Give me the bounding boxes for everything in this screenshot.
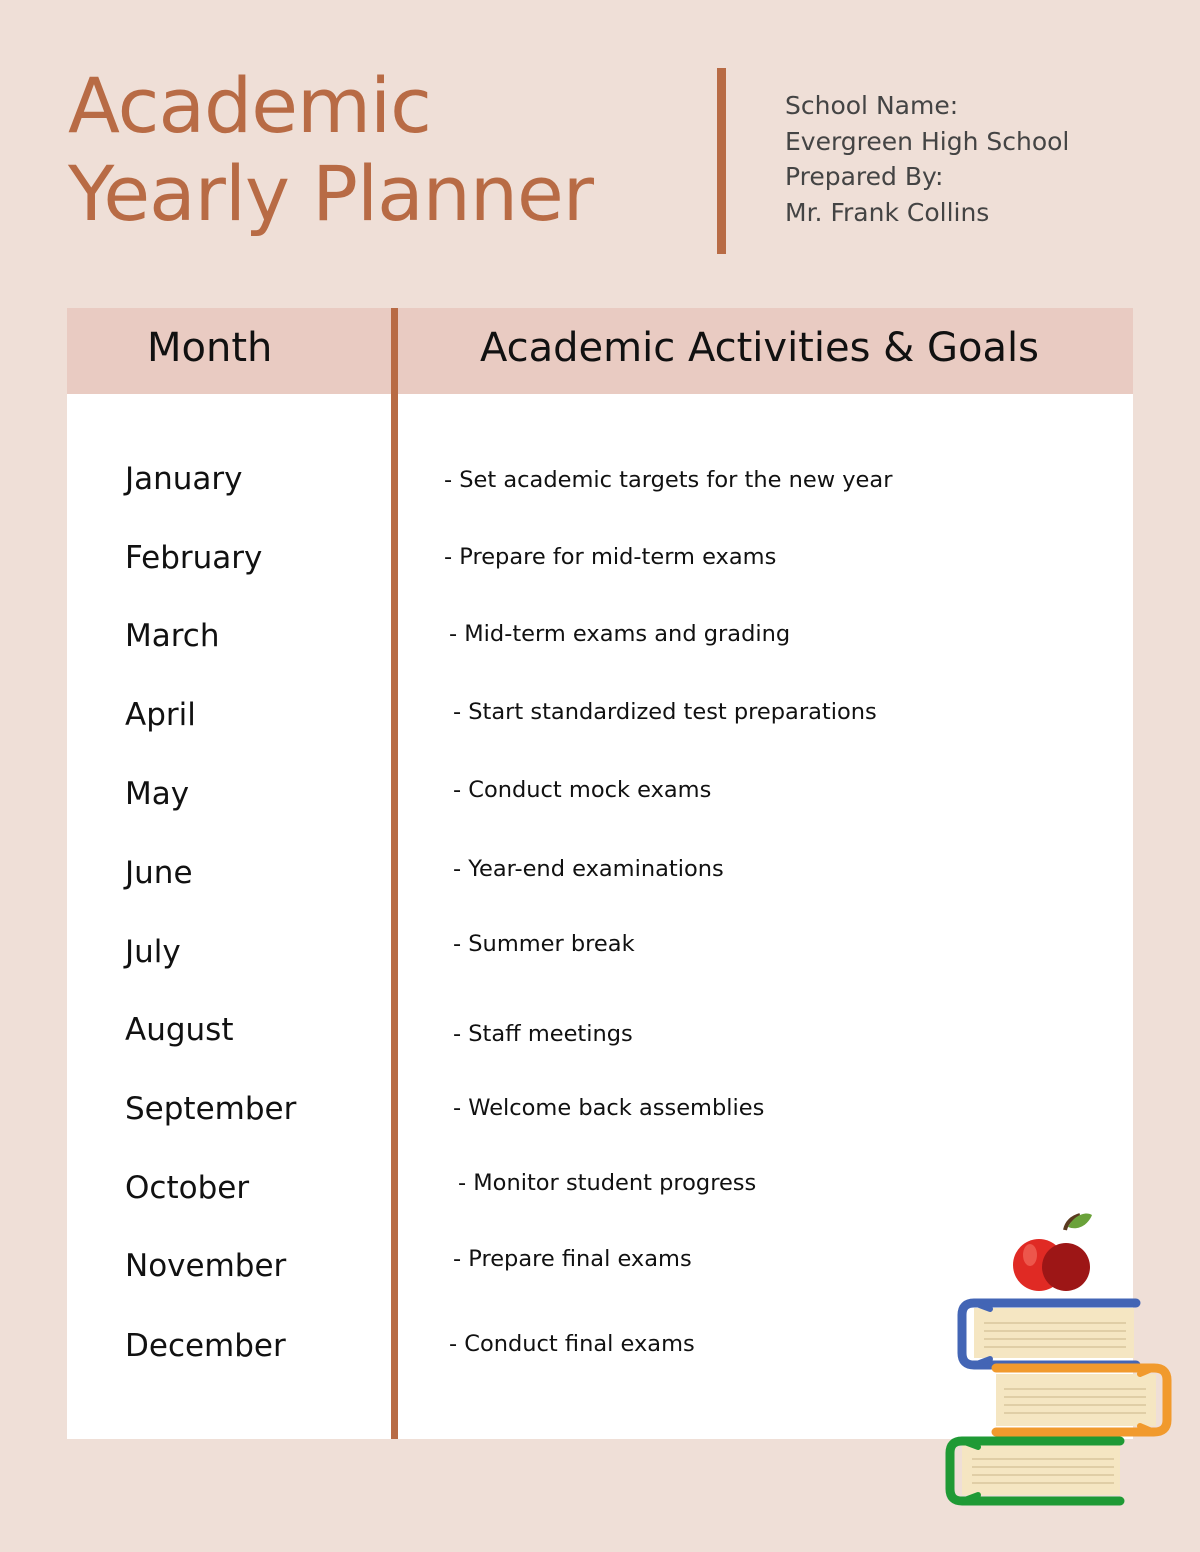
- activity-september: - Welcome back assemblies: [453, 1095, 765, 1121]
- table-header: [67, 308, 1133, 394]
- green-book-icon: [950, 1441, 1120, 1501]
- column-header-month: Month: [147, 325, 273, 371]
- month-january: January: [125, 461, 243, 497]
- month-december: December: [125, 1328, 286, 1364]
- prepared-by-value: Mr. Frank Collins: [785, 197, 990, 227]
- activity-october: - Monitor student progress: [458, 1170, 757, 1196]
- page-title: [68, 62, 593, 238]
- activity-april: - Start standardized test preparations: [453, 699, 877, 725]
- month-june: June: [125, 855, 193, 891]
- activity-november: - Prepare final exams: [453, 1246, 692, 1272]
- month-september: September: [125, 1091, 297, 1127]
- orange-book-icon: [996, 1368, 1167, 1432]
- month-october: October: [125, 1170, 250, 1206]
- month-may: May: [125, 776, 190, 812]
- activity-july: - Summer break: [453, 931, 635, 957]
- school-info: [785, 88, 1069, 230]
- activity-may: - Conduct mock exams: [453, 777, 712, 803]
- prepared-by-label: Prepared By:: [785, 162, 944, 191]
- column-divider: [391, 308, 398, 1439]
- month-august: August: [125, 1012, 234, 1048]
- school-name-value: Evergreen High School: [785, 126, 1070, 156]
- activity-february: - Prepare for mid-term exams: [444, 544, 777, 570]
- activity-june: - Year-end examinations: [453, 856, 724, 882]
- month-july: July: [125, 934, 181, 970]
- activity-december: - Conduct final exams: [449, 1331, 695, 1357]
- activity-january: - Set academic targets for the new year: [444, 467, 893, 493]
- activity-march: - Mid-term exams and grading: [449, 621, 791, 647]
- header-divider: [717, 68, 726, 254]
- activity-august: - Staff meetings: [453, 1021, 633, 1047]
- month-february: February: [125, 540, 263, 576]
- books-with-apple-icon: [940, 1205, 1180, 1525]
- title-line-2: Yearly Planner: [68, 149, 594, 238]
- apple-icon: [1013, 1214, 1092, 1292]
- month-april: April: [125, 697, 196, 733]
- school-name-label: School Name:: [785, 91, 959, 120]
- month-november: November: [125, 1248, 287, 1284]
- column-header-activities: Academic Activities & Goals: [480, 325, 1039, 371]
- title-line-1: Academic: [68, 61, 431, 150]
- blue-book-icon: [962, 1303, 1136, 1365]
- month-march: March: [125, 618, 220, 654]
